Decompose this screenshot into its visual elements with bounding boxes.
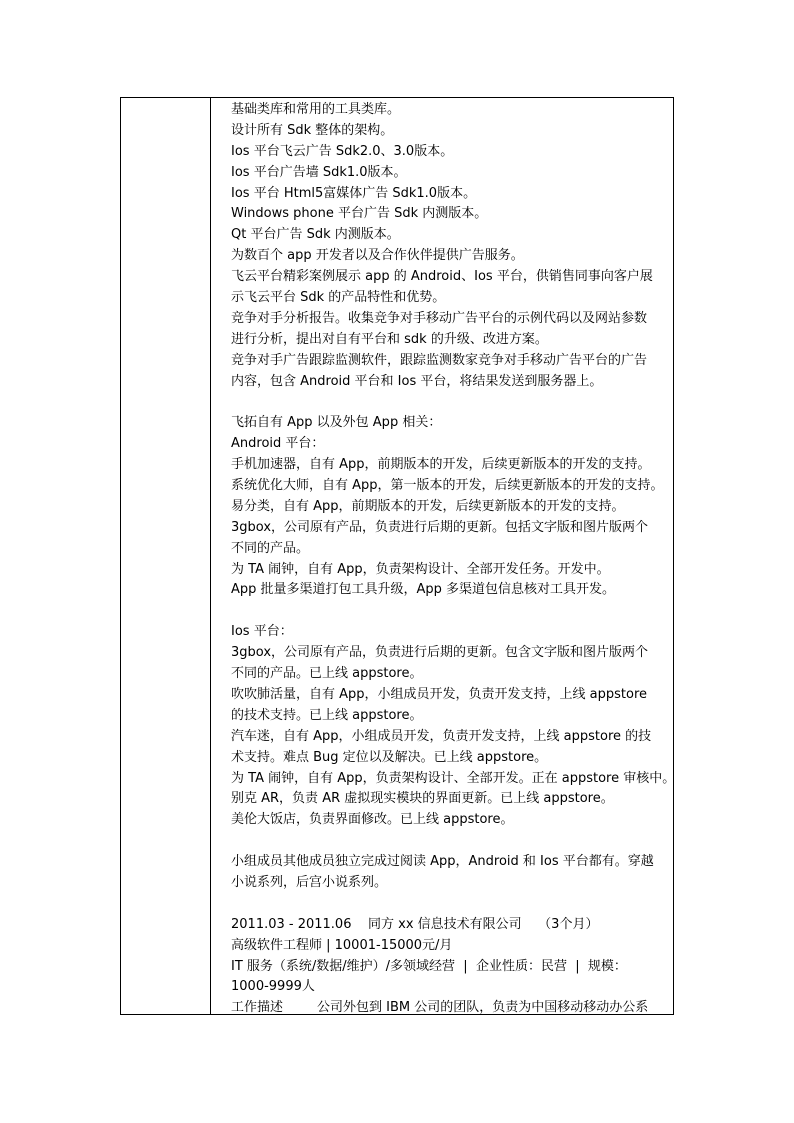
text-line: 为 TA 闹钟，自有 App，负责架构设计、全部开发任务。开发中。 [231,561,610,577]
text-line: 设计所有 Sdk 整体的架构。 [231,122,394,138]
job-description [231,998,675,1019]
team-note [231,852,675,894]
text-line: 3gbox，公司原有产品，负责进行后期的更新。包含文字版和图片版两个 [231,645,649,661]
spacer [231,894,675,915]
text-line: 示飞云平台 Sdk 的产品特性和优势。 [231,290,446,306]
job-entry [231,915,675,1019]
text-line: 术支持。难点 Bug 定位以及解决。已上线 appstore。 [231,749,548,765]
text-line: 为 TA 闹钟，自有 App，负责架构设计、全部开发。正在 appstore 审核中。 [231,770,675,786]
sdk-work-list [231,100,675,392]
text-line: 飞云平台精彩案例展示 app 的 Android、Ios 平台，供销售同事向客户展 [231,269,653,285]
text-line: 手机加速器，自有 App，前期版本的开发，后续更新版本的开发的支持。 [231,457,651,473]
text-line: Ios 平台飞云广告 Sdk2.0、3.0版本。 [231,143,454,159]
text-line: 小组成员其他成员独立完成过阅读 App，Android 和 Ios 平台都有。穿越 [231,854,654,870]
text-line: 小说系列，后宫小说系列。 [231,874,388,890]
job-industry: IT 服务（系统/数据/维护）/多领域经营 | 企业性质：民营 | 规模： [231,958,627,974]
text-line: 基础类库和常用的工具类库。 [231,102,401,117]
text-line: 竞争对手广告跟踪监测软件，跟踪监测数家竞争对手移动广告平台的广告 [231,352,648,368]
resume-table [120,97,674,1015]
text-line: Ios 平台 Html5富媒体广告 Sdk1.0版本。 [231,185,477,201]
text-line: 不同的产品。已上线 appstore。 [231,666,423,682]
text-line: 不同的产品。 [231,540,310,556]
platform-heading: Android 平台： [231,436,325,452]
text-line: 美伦大饭店，负责界面修改。已上线 appstore。 [231,812,514,828]
job-description-text: 公司外包到 IBM 公司的团队，负责为中国移动移动办公系 [317,1000,649,1016]
text-line: Ios 平台广告墙 Sdk1.0版本。 [231,164,407,180]
android-app-list [231,413,675,601]
job-description-label: 工作描述 [231,1000,284,1016]
spacer [231,831,675,852]
platform-heading: Ios 平台： [231,624,293,640]
ios-app-list [231,622,675,831]
text-line: 内容，包含 Android 平台和 Ios 平台，将结果发送到服务器上。 [231,373,603,389]
text-line: Windows phone 平台广告 Sdk 内测版本。 [231,206,488,222]
work-content-cell [231,100,675,1019]
job-company-size: 1000-9999人 [231,979,315,995]
column-divider [210,98,211,1014]
text-line: 汽车迷，自有 App，小组成员开发，负责开发支持，上线 appstore 的技 [231,728,652,744]
spacer [231,392,675,413]
text-line: 吹吹肺活量，自有 App，小组成员开发，负责开发支持，上线 appstore [231,686,648,702]
text-line: 为数百个 app 开发者以及合作伙伴提供广告服务。 [231,248,524,264]
text-line: App 批量多渠道打包工具升级，App 多渠道包信息核对工具开发。 [231,582,616,598]
text-line: 的技术支持。已上线 appstore。 [231,707,423,723]
job-period: 2011.03 - 2011.06 同方 xx 信息技术有限公司 （3个月） [231,916,599,932]
text-line: Qt 平台广告 Sdk 内测版本。 [231,227,400,243]
section-heading: 飞拓自有 App 以及外包 App 相关： [231,415,442,431]
text-line: 别克 AR，负责 AR 虚拟现实模块的界面更新。已上线 appstore。 [231,791,614,807]
text-line: 系统优化大师，自有 App，第一版本的开发，后续更新版本的开发的支持。 [231,478,664,494]
spacer [231,601,675,622]
text-line: 进行分析，提出对自有平台和 sdk 的升级、改进方案。 [231,331,548,347]
text-line: 竞争对手分析报告。收集竞争对手移动广告平台的示例代码以及网站参数 [231,310,648,326]
job-title: 高级软件工程师 | 10001-15000元/月 [231,937,453,953]
text-line: 3gbox，公司原有产品，负责进行后期的更新。包括文字版和图片版两个 [231,519,649,535]
text-line: 易分类，自有 App，前期版本的开发，后续更新版本的开发的支持。 [231,498,625,514]
